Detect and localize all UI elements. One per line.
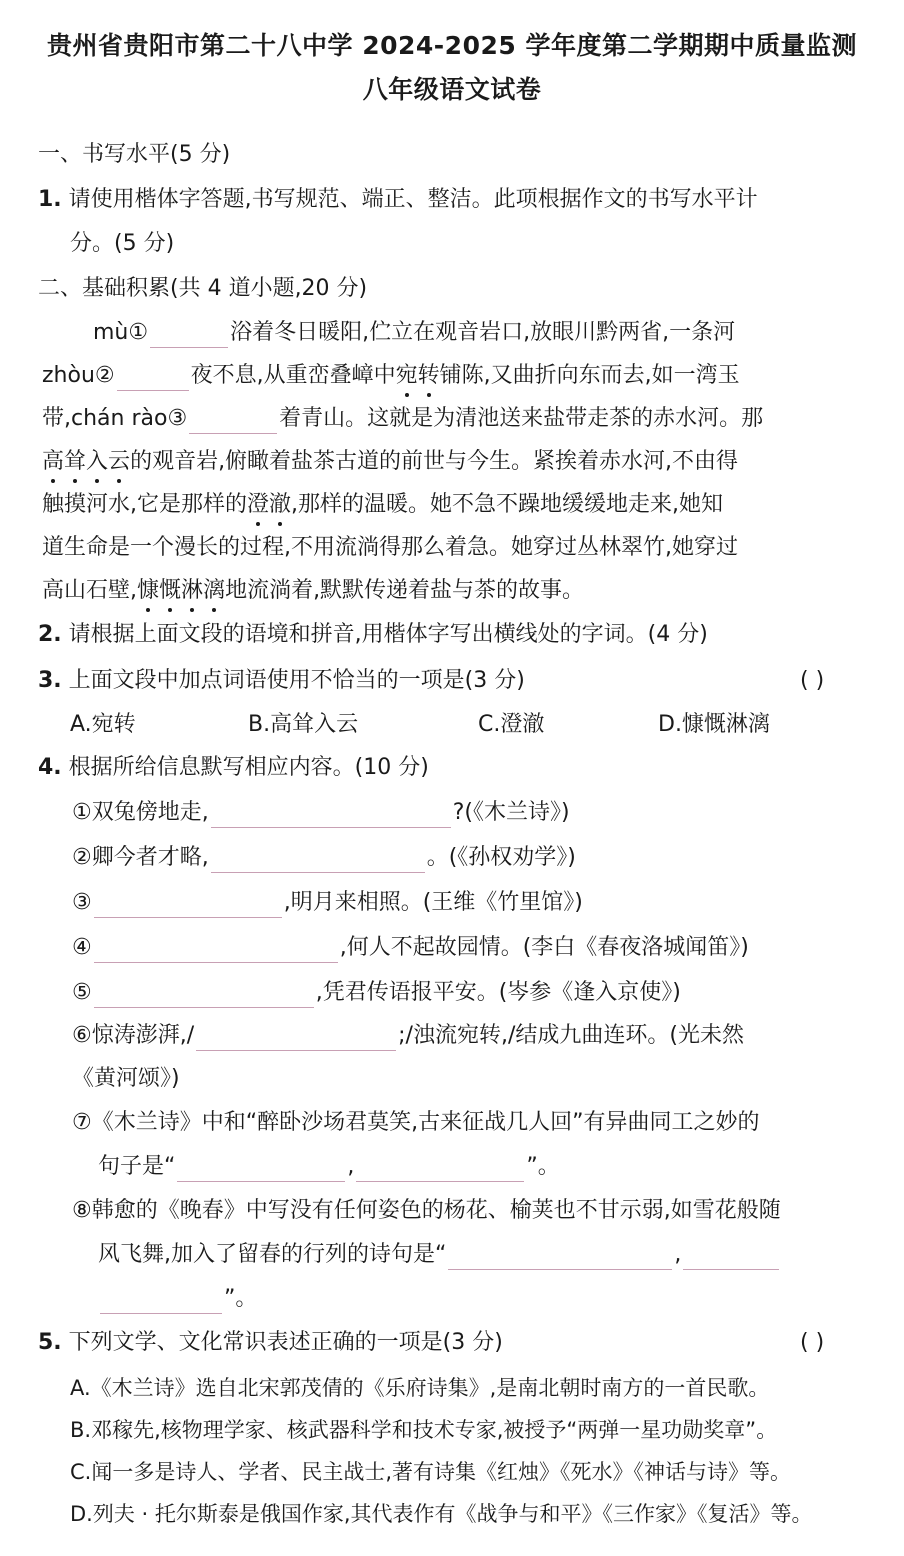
answer-blank-2[interactable] [117,368,189,391]
dotted-word-kangkai [137,578,225,603]
emphasis-char: 漓 [203,576,225,606]
passage-text: 地流淌着,默默传递着盐与茶的故事。 [225,578,585,603]
option-c[interactable]: C.澄澈 [478,712,545,737]
passage-line-2 [42,361,740,391]
section-2-heading: 二、基础积累(共 4 道小题,20 分) [38,276,368,301]
emphasis-char: 入 [86,447,108,477]
answer-bracket-q5[interactable]: ( ) [800,1330,825,1355]
passage-text: 的观音岩,俯瞰着盐茶古道的前世与今生。紧挨着赤水河,不由得 [130,449,739,474]
answer-blank[interactable] [356,1159,524,1182]
dotted-word-chengche [247,492,291,517]
option-b[interactable]: B.邓稼先,核物理学家、核武器科学和技术专家,被授予“两弹一星功勋奖章”。 [70,1418,778,1442]
recite-item-7: ⑦《木兰诗》中和“醉卧沙场君莫笑,古来征战几人回”有异曲同工之妙的 [72,1110,760,1135]
item-text: ,明月来相照。(王维《竹里馆》) [283,890,583,915]
recite-item-8-end [98,1284,257,1314]
answer-blank[interactable] [94,940,338,963]
recite-item-6-source: 《黄河颂》) [72,1066,180,1091]
emphasis-char: 高 [42,447,64,477]
passage-text: ,那样的温暖。她不急不躁地缓缓地走来,她知 [291,492,724,517]
option-d[interactable]: D.慷慨淋漓 [658,712,770,737]
item-number: ④ [72,935,92,960]
question-5 [38,1328,503,1358]
question-1-continued: 分。(5 分) [70,231,175,256]
question-number: 5. [38,1330,62,1355]
question-number: 2. [38,622,62,647]
item-text: ,凭君传语报平安。(岑参《逢入京使》) [315,980,681,1005]
passage-line-6: 道生命是一个漫长的过程,不用流淌得那么着急。她穿过丛林翠竹,她穿过 [42,535,738,560]
question-4 [38,753,429,783]
question-text: 请根据上面文段的语境和拼音,用楷体字写出横线处的字词。(4 分) [68,622,708,647]
question-2 [38,620,708,650]
recite-item-2 [72,843,576,873]
item-text: 风飞舞,加入了留春的行列的诗句是“ [98,1242,447,1267]
question-text: 请使用楷体字答题,书写规范、端正、整洁。此项根据作文的书写水平计 [68,187,758,212]
dotted-word-gaosong [42,449,130,474]
passage-line-1 [93,318,735,348]
item-number: ⑤ [72,980,92,1005]
option-c[interactable]: C.闻一多是诗人、学者、民主战士,著有诗集《红烛》《死水》《神话与诗》等。 [70,1460,792,1484]
item-text: ,何人不起故园情。(李白《春夜洛城闻笛》) [339,935,749,960]
dotted-word-wanzhuan [396,363,440,388]
recite-item-1 [72,798,570,828]
answer-blank[interactable] [94,985,314,1008]
option-a[interactable]: A.《木兰诗》选自北宋郭茂倩的《乐府诗集》,是南北朝时南方的一首民歌。 [70,1376,770,1400]
answer-blank[interactable] [94,895,282,918]
emphasis-char: 云 [108,447,130,477]
question-text: 上面文段中加点词语使用不恰当的一项是(3 分) [68,668,525,693]
item-text: ②卿今者才略, [72,845,209,870]
answer-blank[interactable] [211,850,425,873]
emphasis-char: 澈 [269,490,291,520]
passage-line-3 [42,404,763,434]
emphasis-char: 耸 [64,447,86,477]
answer-blank[interactable] [448,1247,672,1270]
answer-blank[interactable] [177,1159,345,1182]
answer-blank[interactable] [196,1028,396,1051]
item-source: ?(《木兰诗》) [452,800,570,825]
option-b[interactable]: B.高耸入云 [248,712,359,737]
item-source: 。(《孙权劝学》) [426,845,576,870]
answer-blank[interactable] [683,1247,779,1270]
answer-blank[interactable] [211,805,451,828]
answer-blank-1[interactable] [150,325,228,348]
item-text: , [674,1242,682,1267]
recite-item-7-answer [98,1152,560,1182]
item-text: , [347,1154,355,1179]
item-text: ”。 [224,1286,258,1311]
recite-item-4 [72,933,749,963]
exam-title-line2: 八年级语文试卷 [362,75,542,104]
emphasis-char: 澄 [247,490,269,520]
recite-item-8-answer [98,1240,781,1270]
recite-item-8: ⑧韩愈的《晚春》中写没有任何姿色的杨花、榆荚也不甘示弱,如雪花般随 [72,1198,781,1223]
answer-blank-3[interactable] [189,411,277,434]
passage-text: 浴着冬日暖阳,伫立在观音岩口,放眼川黔两省,一条河 [230,320,736,345]
question-text: 根据所给信息默写相应内容。(10 分) [68,755,429,780]
question-number: 3. [38,668,62,693]
item-text: ”。 [526,1154,560,1179]
option-a[interactable]: A.宛转 [70,712,136,737]
passage-text: 铺陈,又曲折向东而去,如一湾玉 [439,363,740,388]
option-d[interactable]: D.列夫 · 托尔斯泰是俄国作家,其代表作有《战争与和平》《三作家》《复活》等。 [70,1502,813,1526]
emphasis-char: 宛 [396,361,418,391]
pinyin-2: zhòu② [42,363,115,388]
exam-title-line1: 贵州省贵阳市第二十八中学 2024-2025 学年度第二学期期中质量监测 [47,31,857,60]
passage-line-5 [42,490,723,520]
pinyin-3: chán rào③ [71,406,188,431]
question-text: 下列文学、文化常识表述正确的一项是(3 分) [68,1330,503,1355]
answer-blank[interactable] [100,1291,222,1314]
emphasis-char: 慨 [159,576,181,606]
recite-item-5 [72,978,681,1008]
question-3 [38,666,525,696]
question-1 [38,185,758,215]
emphasis-char: 转 [418,361,440,391]
item-text: ①双兔傍地走, [72,800,209,825]
emphasis-char: 慷 [137,576,159,606]
passage-text: 着青山。这就是为清池送来盐带走茶的赤水河。那 [279,406,764,431]
passage-text: 夜不息,从重峦叠嶂中 [190,363,396,388]
passage-text: 高山石壁, [42,578,137,603]
item-text: ⑥惊涛澎湃,/ [72,1023,195,1048]
question-number: 1. [38,187,62,212]
passage-text: 触摸河水,它是那样的 [42,492,247,517]
emphasis-char: 淋 [181,576,203,606]
pinyin-1: mù① [93,320,149,345]
passage-text: 带, [42,406,71,431]
passage-line-7 [42,576,584,606]
answer-bracket-q3[interactable]: ( ) [800,668,825,693]
item-text: ;/浊流宛转,/结成九曲连环。(光未然 [398,1023,744,1048]
item-number: ③ [72,890,92,915]
section-1-heading: 一、书写水平(5 分) [38,142,231,167]
passage-line-4 [42,447,738,477]
item-text: 句子是“ [98,1154,176,1179]
recite-item-3 [72,888,583,918]
question-number: 4. [38,755,62,780]
recite-item-6 [72,1021,744,1051]
